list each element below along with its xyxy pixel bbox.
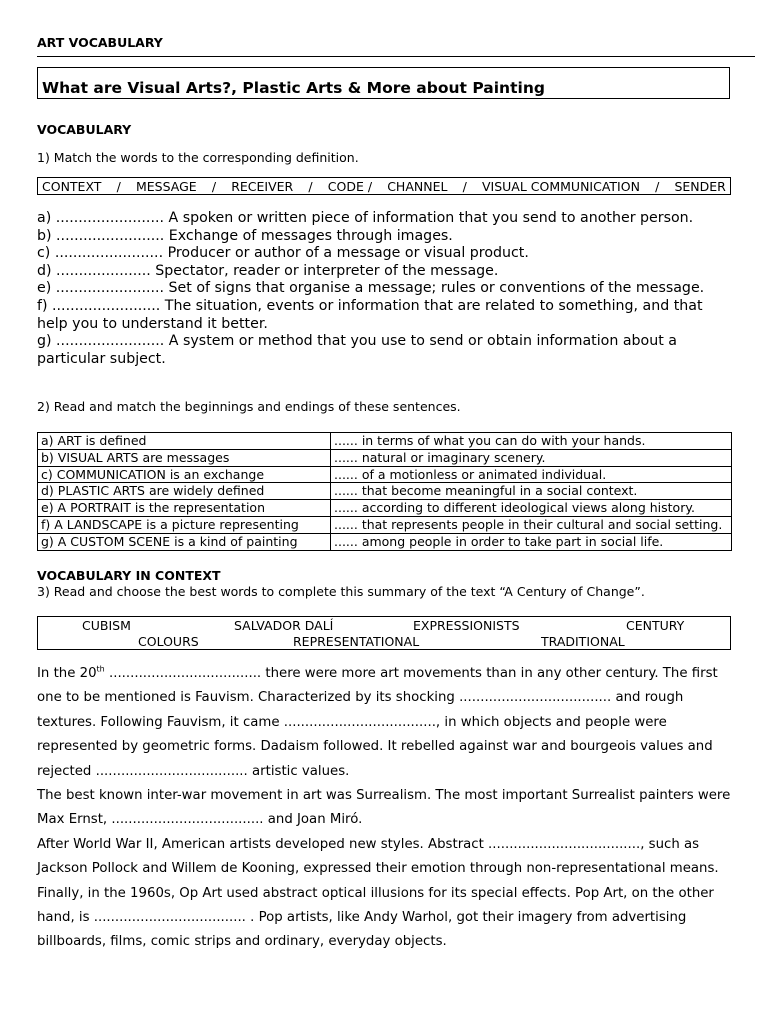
summary-text: [37, 662, 737, 955]
word-bank-item: COLOURS: [138, 634, 199, 649]
vocab-in-context-heading: VOCABULARY IN CONTEXT: [37, 568, 221, 583]
sentence-beginning: e) A PORTRAIT is the representation: [38, 500, 331, 517]
word-bank-2: [37, 616, 731, 650]
sentence-beginning: b) VISUAL ARTS are messages: [38, 449, 331, 466]
table-row: [38, 433, 732, 450]
sentence-ending: ...... of a motionless or animated individual.: [331, 466, 732, 483]
exercise2-instruction: 2) Read and match the beginnings and endings of these sentences.: [37, 399, 461, 414]
sentence-beginning: f) A LANDSCAPE is a picture representing: [38, 516, 331, 533]
table-row: [38, 449, 732, 466]
word-bank-separator: /: [211, 178, 217, 194]
main-title: What are Visual Arts?, Plastic Arts & More about Painting: [37, 67, 730, 99]
word-bank-item: SALVADOR DALÍ: [234, 618, 334, 633]
word-bank-item: CODE /: [327, 178, 373, 194]
header-divider: [37, 56, 755, 57]
summary-text-part: In the 20: [37, 666, 97, 681]
sentence-ending: ...... in terms of what you can do with your hands.: [331, 433, 732, 450]
summary-paragraph: [37, 662, 737, 784]
definition-item: e) ........................ Set of signs that organise a message; rules or conventions of the message.: [37, 280, 705, 297]
word-bank-item: SENDER: [674, 178, 726, 194]
definition-item: d) ..................... Spectator, reader or interpreter of the message.: [37, 262, 499, 279]
definition-item: g) ........................ A system or method that you use to send or obtain information about a particular subject.: [37, 333, 677, 367]
word-bank-separator: /: [308, 178, 313, 194]
sentence-ending: ...... natural or imaginary scenery.: [331, 449, 732, 466]
exercise1-instruction: 1) Match the words to the corresponding definition.: [37, 150, 359, 165]
summary-text-part: .................................... there were more art movements than in any other century. The first one to be mentioned is Fauvism. Characterized by its shocking .................................... and rough textures. Following Fauvism, it came ...................................., in which objects and people were represented by geometric forms. Dadaism followed. It rebelled against war and bourgeois values and rejected .................................... artistic values.: [37, 666, 718, 779]
table-row: [38, 500, 732, 517]
matching-table: [37, 432, 732, 551]
summary-paragraph: The best known inter-war movement in art was Surrealism. The most important Surrealist painters were Max Ernst, .................................... and Joan Miró.: [37, 788, 731, 828]
word-bank-item: VISUAL COMMUNICATION: [481, 178, 640, 194]
sentence-beginning: c) COMMUNICATION is an exchange: [38, 466, 331, 483]
table-row: [38, 533, 732, 550]
summary-paragraph: After World War II, American artists developed new styles. Abstract ...................................., such as Jackson Pollock and Willem de Kooning, expressed their emotion through non-representational means.: [37, 836, 719, 877]
exercise3-instruction: 3) Read and choose the best words to complete this summary of the text “A Century of Change”.: [37, 584, 645, 599]
ordinal-suffix: th: [96, 664, 105, 674]
sentence-beginning: d) PLASTIC ARTS are widely defined: [38, 483, 331, 500]
header-title: ART VOCABULARY: [37, 35, 163, 50]
definition-item: f) ........................ The situation, events or information that are related to something, and that help you to understand it better.: [37, 297, 703, 332]
word-bank-item: TRADITIONAL: [541, 634, 625, 649]
table-row: [38, 483, 732, 500]
sentence-ending: ...... that become meaningful in a social context.: [331, 483, 732, 500]
definitions-list: [37, 210, 737, 368]
word-bank-separator: /: [655, 178, 660, 194]
sentence-ending: ...... that represents people in their cultural and social setting.: [331, 516, 732, 533]
word-bank-item: EXPRESSIONISTS: [413, 618, 520, 633]
sentence-ending: ...... among people in order to take part in social life.: [331, 533, 732, 550]
sentence-beginning: g) A CUSTOM SCENE is a kind of painting: [38, 533, 331, 550]
word-bank-item: CONTEXT: [42, 178, 102, 194]
definition-item: c) ........................ Producer or author of a message or visual product.: [37, 245, 529, 262]
word-bank-item: REPRESENTATIONAL: [293, 634, 420, 649]
table-row: [38, 466, 732, 483]
sentence-ending: ...... according to different ideological views along history.: [331, 500, 732, 517]
vocabulary-heading: VOCABULARY: [37, 122, 132, 137]
word-bank-item: CENTURY: [626, 618, 685, 633]
word-bank-item: CUBISM: [82, 618, 131, 633]
word-bank-item: MESSAGE: [135, 178, 197, 194]
sentence-beginning: a) ART is defined: [38, 433, 331, 450]
word-bank-separator: /: [462, 178, 467, 194]
definition-item: a) ........................ A spoken or written piece of information that you send to another person.: [37, 210, 694, 226]
summary-paragraph: Finally, in the 1960s, Op Art used abstract optical illusions for its special effects. Pop Art, on the other hand, is .................................... . Pop artists, like Andy Warhol, got their imagery from advertising billboards, films, comic strips and ordinary, everyday objects.: [37, 885, 714, 950]
definition-item: b) ........................ Exchange of messages through images.: [37, 227, 453, 244]
table-row: [38, 516, 732, 533]
word-bank-item: RECEIVER: [231, 178, 294, 194]
word-bank-item: CHANNEL: [387, 178, 448, 194]
word-bank-separator: /: [116, 178, 121, 194]
word-bank-1: [37, 177, 731, 195]
